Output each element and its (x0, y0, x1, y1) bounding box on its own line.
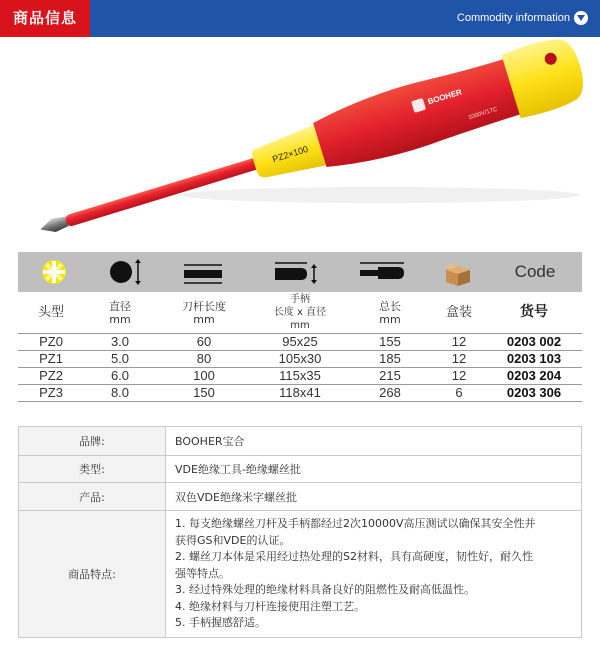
feature-line: 3. 经过特殊处理的绝缘材料具备良好的阻燃性及耐高低温性。 (175, 583, 475, 596)
info-row-product (19, 483, 581, 511)
product-value: 双色VDE绝缘米字螺丝批 (175, 490, 297, 504)
info-table (18, 426, 582, 638)
info-row-brand (19, 427, 581, 456)
cell-handle: 118x41 (279, 385, 321, 400)
cell-diameter: 5.0 (110, 351, 130, 366)
screwdriver-illustration (0, 37, 600, 250)
feature-line: 2. 螺丝刀本体是采用经过热处理的S2材料，具有高硬度，韧性好，耐久性 (175, 550, 533, 563)
cell-tip: PZ2 (39, 368, 63, 383)
brand-label: 品牌: (19, 427, 166, 455)
cell-total: 268 (379, 385, 401, 400)
handle-size-icon (271, 252, 321, 292)
product-label: 产品: (19, 483, 166, 510)
code-header: Code (514, 262, 556, 281)
cell-code: 0203 204 (506, 368, 562, 383)
header-tab[interactable]: 商品信息 (0, 0, 90, 37)
header-diameter: 直径 mm (109, 299, 131, 326)
feature-line: 5. 手柄握感舒适。 (175, 616, 266, 629)
voltage-label: 1000V/17C (467, 106, 499, 122)
cell-code: 0203 002 (506, 334, 562, 349)
cell-diameter: 3.0 (110, 334, 130, 349)
section-header (0, 0, 600, 37)
feature-line: 强等特点。 (175, 566, 230, 580)
cell-handle: 115x35 (279, 368, 321, 383)
table-row (18, 385, 582, 402)
cell-box: 6 (455, 385, 463, 400)
pozidriv-tip-icon (32, 252, 76, 292)
brand-logo-text: BOOHER (426, 87, 463, 107)
cell-tip: PZ1 (39, 351, 63, 366)
table-row (18, 334, 582, 351)
blade-length-icon (178, 252, 228, 292)
cell-blade: 60 (196, 334, 212, 349)
diameter-icon (103, 252, 147, 292)
cell-handle: 105x30 (278, 351, 322, 366)
header-tip: 头型 (37, 305, 64, 320)
header-handle: 手柄 长度 x 直径 mm (273, 294, 327, 331)
brand-value: BOOHER宝合 (175, 435, 245, 448)
cell-box: 12 (451, 351, 467, 366)
cell-diameter: 6.0 (110, 368, 130, 383)
cell-total: 185 (379, 351, 401, 366)
header-english-label: Commodity information (456, 12, 570, 24)
cell-tip: PZ0 (39, 334, 63, 349)
table-row (18, 368, 582, 385)
table-row (18, 351, 582, 368)
feature-line: 4. 绝缘材料与刀杆连接使用注塑工艺。 (175, 599, 365, 613)
spec-header-row (18, 292, 582, 334)
cell-blade: 150 (193, 385, 215, 400)
type-label: 类型: (19, 456, 166, 482)
header-code: 货号 (520, 304, 548, 320)
spec-icon-row (18, 252, 582, 292)
features-list (175, 511, 573, 637)
feature-line: 1. 每支绝缘螺丝刀杆及手柄都经过2次10000V高压测试以确保其安全性并 (175, 517, 536, 530)
feature-line: 获得GS和VDE的认证。 (175, 533, 291, 547)
header-total-length: 总长 mm (379, 299, 401, 326)
cell-total: 215 (379, 368, 401, 383)
driver-tip (30, 37, 590, 250)
features-label: 商品特点: (19, 511, 166, 637)
cell-code: 0203 306 (506, 385, 562, 400)
header-blade-length: 刀杆长度 mm (182, 299, 226, 326)
type-value: VDE绝缘工具-绝缘螺丝批 (175, 463, 301, 476)
info-row-type (19, 456, 581, 483)
cell-code: 0203 103 (506, 351, 562, 366)
total-length-icon (356, 252, 410, 292)
chevron-down-circle-icon (574, 11, 588, 25)
collar-label: PZ2×100 (271, 143, 310, 165)
cell-box: 12 (451, 368, 467, 383)
info-row-features (19, 511, 581, 637)
cell-blade: 100 (193, 368, 215, 383)
cell-diameter: 8.0 (110, 385, 130, 400)
cell-handle: 95x25 (282, 334, 318, 349)
cell-blade: 80 (196, 351, 212, 366)
header-box: 盒装 (445, 305, 472, 320)
product-image (0, 37, 600, 250)
cell-box: 12 (451, 334, 467, 349)
cell-tip: PZ3 (39, 385, 63, 400)
box-icon (440, 252, 476, 292)
cell-total: 155 (379, 334, 401, 349)
